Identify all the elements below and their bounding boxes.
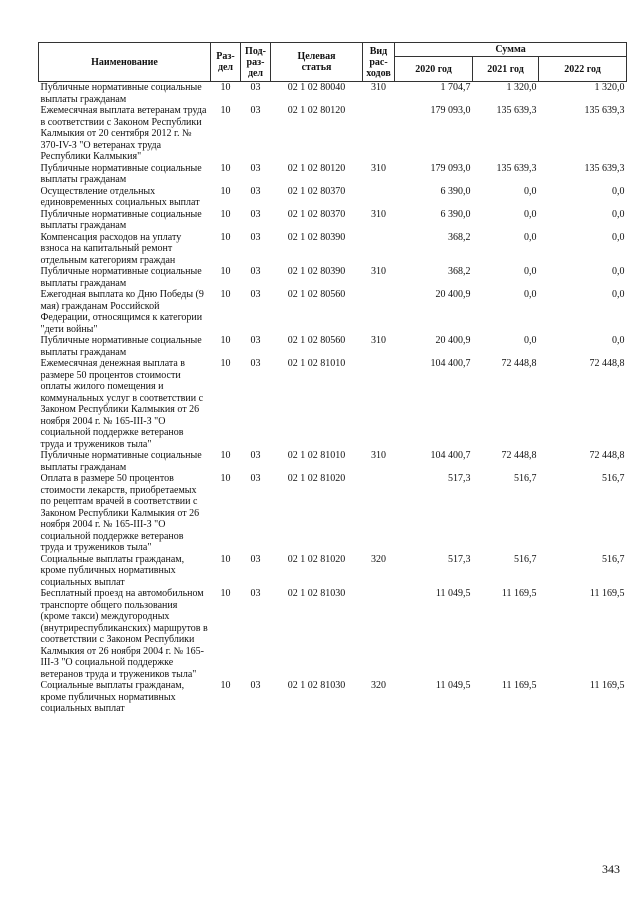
row-section: 10 bbox=[220, 162, 231, 174]
table-row bbox=[39, 588, 627, 680]
row-sum-2021: 135 639,3 bbox=[496, 162, 537, 174]
header-name: Наименование bbox=[39, 43, 211, 82]
row-name: Осуществление отдельных единовременных социальных выплат bbox=[40, 185, 200, 208]
header-year-2020: 2020 год bbox=[395, 57, 473, 82]
row-section: 10 bbox=[220, 473, 231, 484]
row-name: Бесплатный проезд на автомобильном транспорте общего пользования (кроме такси) междугородных (внутриреспубликанских) маршрутов в соответствии с Законом Республики Калмыкия от 26 ноября 2004 г. № 165-III-З "О социальной поддержке ветеранов труда и тружеников тыла" bbox=[40, 588, 208, 680]
row-sum-2020: 20 400,9 bbox=[435, 335, 471, 346]
table-row bbox=[39, 680, 627, 715]
table-body bbox=[39, 82, 627, 715]
row-subsection: 03 bbox=[250, 162, 261, 174]
row-section: 10 bbox=[220, 105, 231, 116]
row-sum-2021: 1 320,0 bbox=[473, 82, 539, 106]
header-expense-type: Вид рас- ходов bbox=[363, 43, 395, 82]
row-name: Ежегодная выплата ко Дню Победы (9 мая) гражданам Российской Федерации, относящимся к категории "дети войны" bbox=[40, 289, 204, 335]
row-sum-2020: 1 704,7 bbox=[395, 82, 473, 106]
row-name: Оплата в размере 50 процентов стоимости лекарств, приобретаемых по рецептам врачей в соответствии с Законом Республики Калмыкия от 26 ноября 2004 г. № 165-III-З "О социальной поддержке ветеранов труда и тружеников тыла" bbox=[40, 473, 200, 553]
row-name: Публичные нормативные социальные выплаты гражданам bbox=[40, 266, 202, 289]
row-target-item: 02 1 02 81010 bbox=[287, 450, 346, 461]
row-sum-2021: 0,0 bbox=[524, 266, 537, 277]
row-expense-type: 310 bbox=[371, 208, 386, 220]
row-target-item: 02 1 02 80390 bbox=[287, 266, 346, 277]
row-sum-2021: 0,0 bbox=[524, 208, 537, 220]
row-sum-2022: 1 320,0 bbox=[539, 82, 627, 106]
table-row bbox=[39, 358, 627, 450]
row-sum-2022: 516,7 bbox=[602, 553, 625, 565]
row-name: Компенсация расходов на уплату взноса на капитальный ремонт отдельным категориям граждан bbox=[40, 231, 182, 266]
row-target-item: 02 1 02 80040 bbox=[271, 82, 363, 106]
row-subsection: 03 bbox=[250, 105, 261, 116]
table-row bbox=[39, 289, 627, 335]
row-subsection: 03 bbox=[250, 185, 261, 197]
row-target-item: 02 1 02 80370 bbox=[287, 208, 346, 220]
row-subsection: 03 bbox=[250, 335, 261, 346]
row-subsection: 03 bbox=[250, 231, 261, 243]
row-subsection: 03 bbox=[250, 358, 261, 369]
row-sum-2022: 0,0 bbox=[612, 335, 625, 346]
row-sum-2022: 0,0 bbox=[612, 266, 625, 277]
table-row bbox=[39, 473, 627, 554]
table-row bbox=[39, 335, 627, 358]
header-sum: Сумма bbox=[395, 43, 627, 57]
row-sum-2022: 135 639,3 bbox=[584, 162, 625, 174]
row-sum-2022: 0,0 bbox=[612, 185, 625, 197]
row-sum-2020: 368,2 bbox=[448, 266, 471, 277]
row-section: 10 bbox=[220, 266, 231, 277]
row-sum-2021: 0,0 bbox=[524, 231, 537, 243]
row-section: 10 bbox=[220, 450, 231, 461]
row-expense-type bbox=[363, 186, 395, 209]
row-sum-2021: 11 169,5 bbox=[501, 588, 537, 599]
row-sum-2021: 516,7 bbox=[514, 473, 537, 484]
row-sum-2020: 104 400,7 bbox=[430, 450, 471, 461]
row-sum-2021: 516,7 bbox=[514, 553, 537, 565]
row-sum-2022: 11 169,5 bbox=[589, 588, 625, 599]
row-sum-2020: 517,3 bbox=[448, 553, 471, 565]
row-section: 10 bbox=[220, 680, 231, 691]
row-expense-type: 310 bbox=[371, 266, 386, 277]
row-target-item: 02 1 02 80120 bbox=[287, 162, 346, 174]
row-target-item: 02 1 02 81020 bbox=[287, 473, 346, 484]
row-sum-2020: 6 390,0 bbox=[440, 208, 471, 220]
table-row bbox=[39, 82, 627, 106]
row-sum-2021: 0,0 bbox=[524, 185, 537, 197]
row-sum-2020: 6 390,0 bbox=[440, 185, 471, 197]
row-sum-2020: 179 093,0 bbox=[430, 105, 471, 116]
row-section: 10 bbox=[220, 335, 231, 346]
row-name: Социальные выплаты гражданам, кроме публичных нормативных социальных выплат bbox=[40, 553, 185, 588]
row-target-item: 02 1 02 80390 bbox=[287, 231, 346, 243]
row-sum-2021: 0,0 bbox=[524, 335, 537, 346]
header-subsection: Под- раз- дел bbox=[241, 43, 271, 82]
row-subsection: 03 bbox=[250, 450, 261, 461]
row-target-item: 02 1 02 80370 bbox=[287, 185, 346, 197]
row-name: Ежемесячная денежная выплата в размере 50 процентов стоимости оплаты жилого помещения и коммунальных услуг в соответствии с Законом Республики Калмыкия от 26 ноября 2004 г. № 165-III-З "О социальной поддержке ветеранов труда и тружеников тыла" bbox=[40, 358, 204, 450]
table-row bbox=[39, 105, 627, 163]
row-expense-type: 310 bbox=[363, 82, 395, 106]
row-section: 10 bbox=[220, 231, 231, 243]
row-section: 10 bbox=[211, 82, 241, 106]
row-subsection: 03 bbox=[250, 208, 261, 220]
table-row bbox=[39, 554, 627, 589]
row-name: Публичные нормативные социальные выплаты гражданам bbox=[40, 208, 202, 231]
row-target-item: 02 1 02 81020 bbox=[287, 553, 346, 565]
row-sum-2021: 72 448,8 bbox=[501, 358, 537, 369]
row-sum-2022: 11 169,5 bbox=[589, 680, 625, 691]
header-year-2022: 2022 год bbox=[539, 57, 627, 82]
header-target-item: Целевая статья bbox=[271, 43, 363, 82]
row-sum-2022: 0,0 bbox=[612, 231, 625, 243]
row-subsection: 03 bbox=[241, 82, 271, 106]
row-sum-2021: 0,0 bbox=[524, 289, 537, 300]
row-sum-2021: 135 639,3 bbox=[496, 105, 537, 116]
row-subsection: 03 bbox=[250, 266, 261, 277]
row-expense-type bbox=[363, 473, 395, 554]
row-section: 10 bbox=[220, 553, 231, 565]
row-section: 10 bbox=[220, 588, 231, 599]
row-name: Ежемесячная выплата ветеранам труда в соответствии с Законом Республики Калмыкия от 20 сентября 2012 г. № 370-IV-З "О ветеранах труда Республики Калмыкия" bbox=[40, 105, 207, 162]
row-name: Публичные нормативные социальные выплаты гражданам bbox=[40, 450, 202, 473]
table-row bbox=[39, 186, 627, 209]
row-expense-type bbox=[363, 358, 395, 450]
row-sum-2021: 72 448,8 bbox=[501, 450, 537, 461]
row-subsection: 03 bbox=[250, 680, 261, 691]
row-name: Публичные нормативные социальные выплаты гражданам bbox=[40, 162, 202, 185]
row-expense-type bbox=[363, 289, 395, 335]
row-sum-2022: 0,0 bbox=[612, 208, 625, 220]
row-sum-2020: 179 093,0 bbox=[430, 162, 471, 174]
row-target-item: 02 1 02 81030 bbox=[287, 680, 346, 691]
row-expense-type: 320 bbox=[371, 680, 386, 691]
table-row bbox=[39, 209, 627, 232]
row-name: Социальные выплаты гражданам, кроме публичных нормативных социальных выплат bbox=[40, 680, 185, 714]
row-subsection: 03 bbox=[250, 588, 261, 599]
row-sum-2020: 368,2 bbox=[448, 231, 471, 243]
header-section: Раз- дел bbox=[211, 43, 241, 82]
row-expense-type bbox=[363, 588, 395, 680]
row-expense-type bbox=[363, 105, 395, 163]
row-sum-2022: 0,0 bbox=[612, 289, 625, 300]
row-target-item: 02 1 02 80560 bbox=[287, 335, 346, 346]
table-row bbox=[39, 163, 627, 186]
row-sum-2022: 516,7 bbox=[602, 473, 625, 484]
row-section: 10 bbox=[220, 358, 231, 369]
row-expense-type: 310 bbox=[371, 450, 386, 461]
row-target-item: 02 1 02 80560 bbox=[287, 289, 346, 300]
row-sum-2022: 72 448,8 bbox=[589, 358, 625, 369]
row-subsection: 03 bbox=[250, 473, 261, 484]
row-sum-2020: 11 049,5 bbox=[435, 588, 471, 599]
row-subsection: 03 bbox=[250, 553, 261, 565]
row-target-item: 02 1 02 81030 bbox=[287, 588, 346, 599]
row-expense-type: 310 bbox=[371, 162, 386, 174]
row-sum-2020: 104 400,7 bbox=[430, 358, 471, 369]
row-expense-type: 320 bbox=[371, 553, 386, 565]
row-expense-type bbox=[363, 232, 395, 267]
page-number: 343 bbox=[602, 862, 620, 876]
row-section: 10 bbox=[220, 185, 231, 197]
row-sum-2022: 135 639,3 bbox=[584, 105, 625, 116]
row-sum-2020: 11 049,5 bbox=[435, 680, 471, 691]
row-sum-2020: 20 400,9 bbox=[435, 289, 471, 300]
row-subsection: 03 bbox=[250, 289, 261, 300]
budget-table bbox=[38, 42, 627, 715]
header-year-2021: 2021 год bbox=[473, 57, 539, 82]
row-name: Публичные нормативные социальные выплаты гражданам bbox=[40, 335, 202, 358]
row-sum-2022: 72 448,8 bbox=[589, 450, 625, 461]
table-row bbox=[39, 450, 627, 473]
row-expense-type: 310 bbox=[371, 335, 386, 346]
row-target-item: 02 1 02 81010 bbox=[287, 358, 346, 369]
row-section: 10 bbox=[220, 289, 231, 300]
row-section: 10 bbox=[220, 208, 231, 220]
table-row bbox=[39, 266, 627, 289]
row-sum-2021: 11 169,5 bbox=[501, 680, 537, 691]
row-sum-2020: 517,3 bbox=[448, 473, 471, 484]
row-name: Публичные нормативные социальные выплаты гражданам bbox=[39, 82, 211, 106]
table-row bbox=[39, 232, 627, 267]
row-target-item: 02 1 02 80120 bbox=[287, 105, 346, 116]
